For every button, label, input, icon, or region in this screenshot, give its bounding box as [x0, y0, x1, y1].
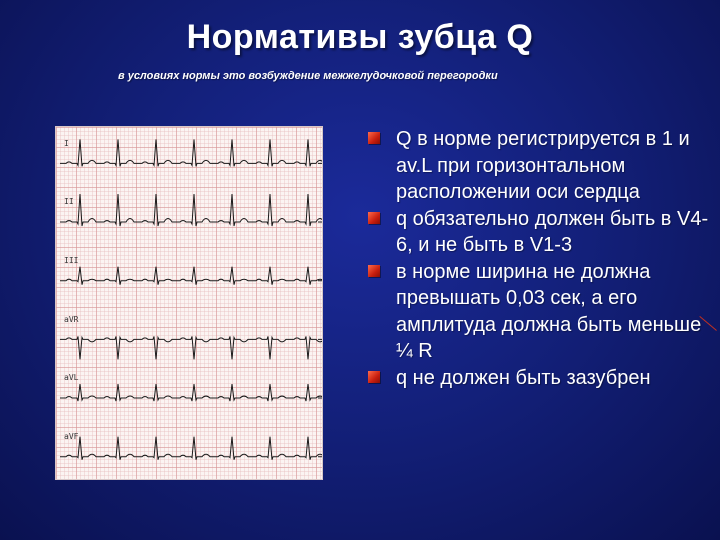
slide-title: Нормативы зубца Q: [186, 18, 534, 56]
bullet-text: q не должен быть зазубрен: [396, 366, 651, 389]
ecg-trace-avr: [60, 336, 322, 359]
square-bullet-icon: [368, 265, 380, 277]
ecg-trace-iii: [60, 267, 322, 285]
ecg-lead-label-ii: II: [64, 197, 74, 207]
ecg-image: [55, 126, 323, 480]
bullet-item-1: [368, 126, 713, 206]
bullet-item-2: [368, 206, 713, 259]
ecg-traces: [56, 127, 322, 479]
square-bullet-icon: [368, 371, 380, 383]
bullet-list: [368, 126, 713, 391]
bullet-text: q обязательно должен быть в V4-6, и не быть в V1-3: [396, 207, 709, 256]
ecg-trace-avl: [60, 384, 322, 401]
bullet-text: в норме ширина не должна превышать 0,03 сек, а его амплитуда должна быть меньше ¼ R: [396, 260, 702, 362]
bullet-item-4: [368, 365, 713, 392]
ecg-lead-label-iii: III: [64, 256, 79, 266]
ecg-trace-ii: [60, 194, 322, 226]
slide-subtitle: в условиях нормы это возбуждение межжелудочковой перегородки: [118, 70, 498, 82]
square-bullet-icon: [368, 212, 380, 224]
square-bullet-icon: [368, 132, 380, 144]
bullet-text: Q в норме регистрируется в 1 и av.L при горизонтальном расположении оси сердца: [396, 128, 690, 203]
ecg-trace-i: [60, 139, 322, 166]
ecg-lead-label-avl: aVL: [64, 373, 79, 383]
ecg-lead-label-i: I: [64, 138, 69, 148]
bullet-item-3: [368, 259, 713, 365]
ecg-trace-avf: [60, 437, 322, 460]
ecg-lead-label-avr: aVR: [64, 314, 79, 324]
ecg-lead-label-avf: aVF: [64, 432, 79, 442]
